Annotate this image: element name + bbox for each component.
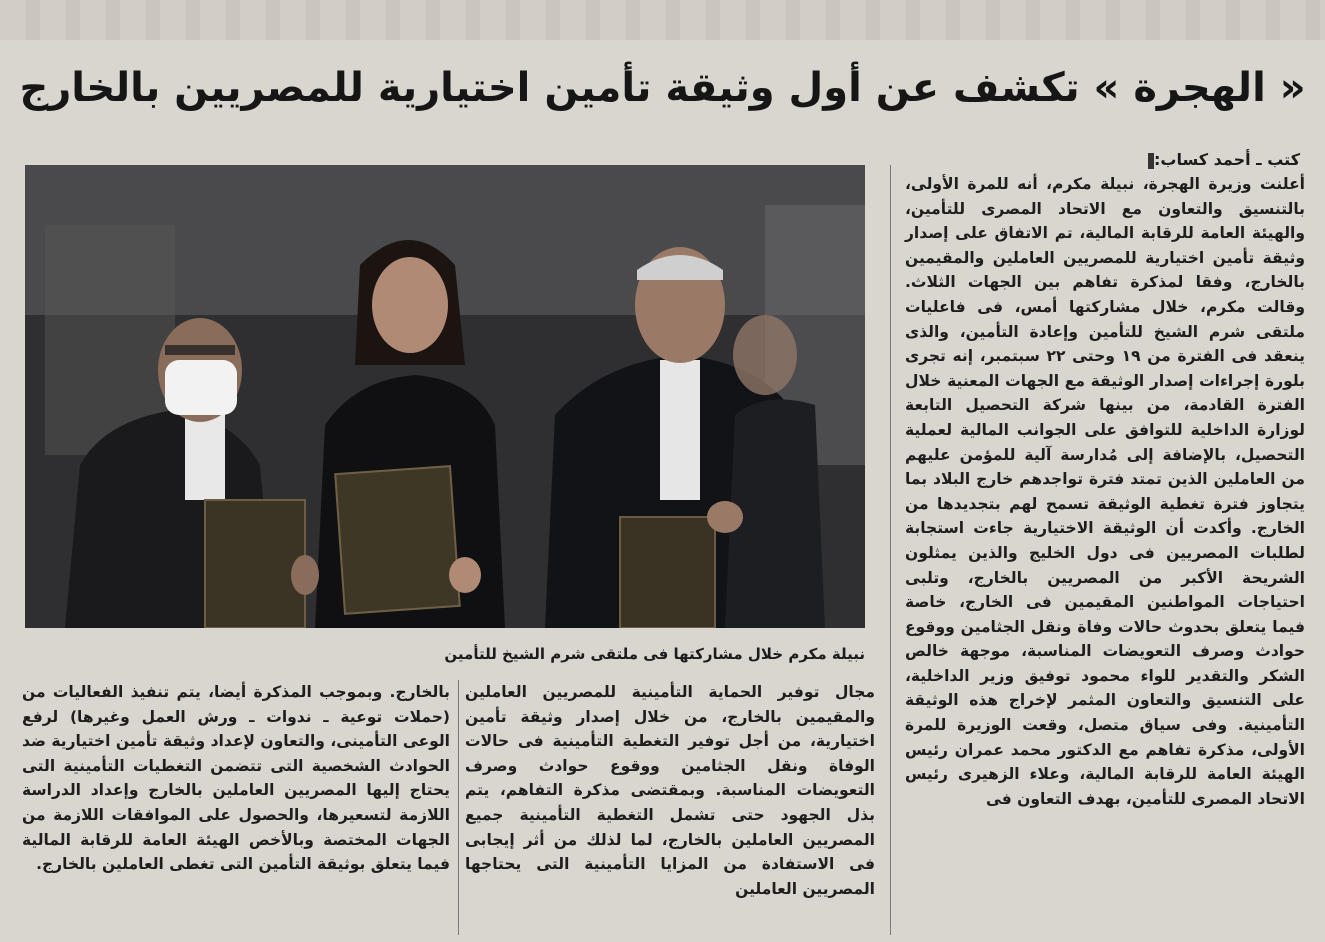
article-photo — [25, 165, 865, 628]
byline-text: كتب ـ أحمد كساب: — [1153, 150, 1300, 169]
adjacent-page-bleed — [0, 0, 1325, 40]
article-headline: « الهجرة » تكشف عن أول وثيقة تأمين اختيارية للمصريين بالخارج — [19, 65, 1306, 111]
column-right — [905, 172, 1305, 811]
column-left — [22, 680, 450, 877]
column-middle — [465, 680, 875, 901]
column-divider — [458, 680, 459, 935]
photo-caption: نبيلة مكرم خلال مشاركتها فى ملتقى شرم الشيخ للتأمين — [444, 645, 865, 663]
article-byline — [905, 149, 1300, 171]
column-left-text: بالخارج. وبموجب المذكرة أيضا، يتم تنفيذ الفعاليات من (حملات توعية ـ ندوات ـ ورش العمل وغيرها) لرفع الوعى التأمينى، والتعاون لإعداد وثيقة تأمين اختيارية ضد الحوادث الشخصية التى تتضمن التغطيات التأمينية التى يحتاج إليها المصريين العاملين بالخارج وإعداد الدراسة اللازمة لتسعيرها، والحصول على الموافقات اللازمة من الجهات المختصة وبالأخص الهيئة العامة للرقابة المالية فيما يتعلق بوثيقة التأمين التى تغطى العاملين بالخارج. — [22, 683, 450, 874]
photo-illustration — [25, 165, 865, 628]
column-right-text: أعلنت وزيرة الهجرة، نبيلة مكرم، أنه للمرة الأولى، بالتنسيق والتعاون مع الاتحاد المصرى للتأمين، والهيئة العامة للرقابة المالية، تم الاتفاق على إصدار وثيقة تأمين اختيارية للمصريين العاملين والمقيمين بالخارج، وفقا لمذكرة تفاهم بين الجهات الثلاث. وقالت مكرم، خلال مشاركتها أمس، فى فاعليات ملتقى شرم الشيخ للتأمين وإعادة التأمين، والذى ينعقد فى الفترة من ١٩ وحتى ٢٢ سبتمبر، إنه تجرى بلورة إجراءات إصدار الوثيقة مع الجهات المعنية خلال الفترة القادمة، من بينها شركة التحصيل التابعة لوزارة الداخلية للتوافق على الجوانب المالية لعملية التحصيل، بالإضافة إلى مُدارسة آلية للمؤمن عليهم من العاملين الذين تمتد فترة تواجدهم خارج البلاد بما يتجاوز فترة تغطية الوثيقة تسمح لهم بتجديدها من الخارج. وأكدت أن الوثيقة الاختيارية جاءت استجابة لطلبات المصريين فى دول الخليج والذين يمثلون الشريحة الأكبر من المصريين بالخارج، وتلبى احتياجات المواطنين المقيمين فى الخارج، خاصة فيما يتعلق بحدوث حالات وفاة ونقل الجثامين ووقوع حوادث وصرف التعويضات المناسبة، موجهة خالص الشكر والتقدير للواء محمود توفيق وزير الداخلية، على التنسيق والتعاون المثمر لإخراج هذه الوثيقة التأمينية. وفى سياق متصل، وقعت الوزيرة للمرة الأولى، مذكرة تفاهم مع الدكتور محمد عمران رئيس الهيئة العامة للرقابة المالية، وعلاء الزهيرى رئيس الاتحاد المصرى للتأمين، بهدف التعاون فى — [905, 175, 1305, 808]
column-divider — [890, 165, 891, 935]
column-middle-text: مجال توفير الحماية التأمينية للمصريين العاملين والمقيمين بالخارج، من خلال إصدار وثيقة تأمين اختيارية، من أجل توفير التغطية التأمينية فى حالات الوفاة ونقل الجثامين ووقوع حوادث وصرف التعويضات المناسبة. وبمقتضى مذكرة التفاهم، يتم بذل الجهود حتى تشمل التغطية التأمينية جميع المصريين العاملين بالخارج، لما لذلك من أثر إيجابى فى الاستفادة من المزايا التأمينية التى يحتاجها المصريين العاملين — [465, 683, 875, 898]
